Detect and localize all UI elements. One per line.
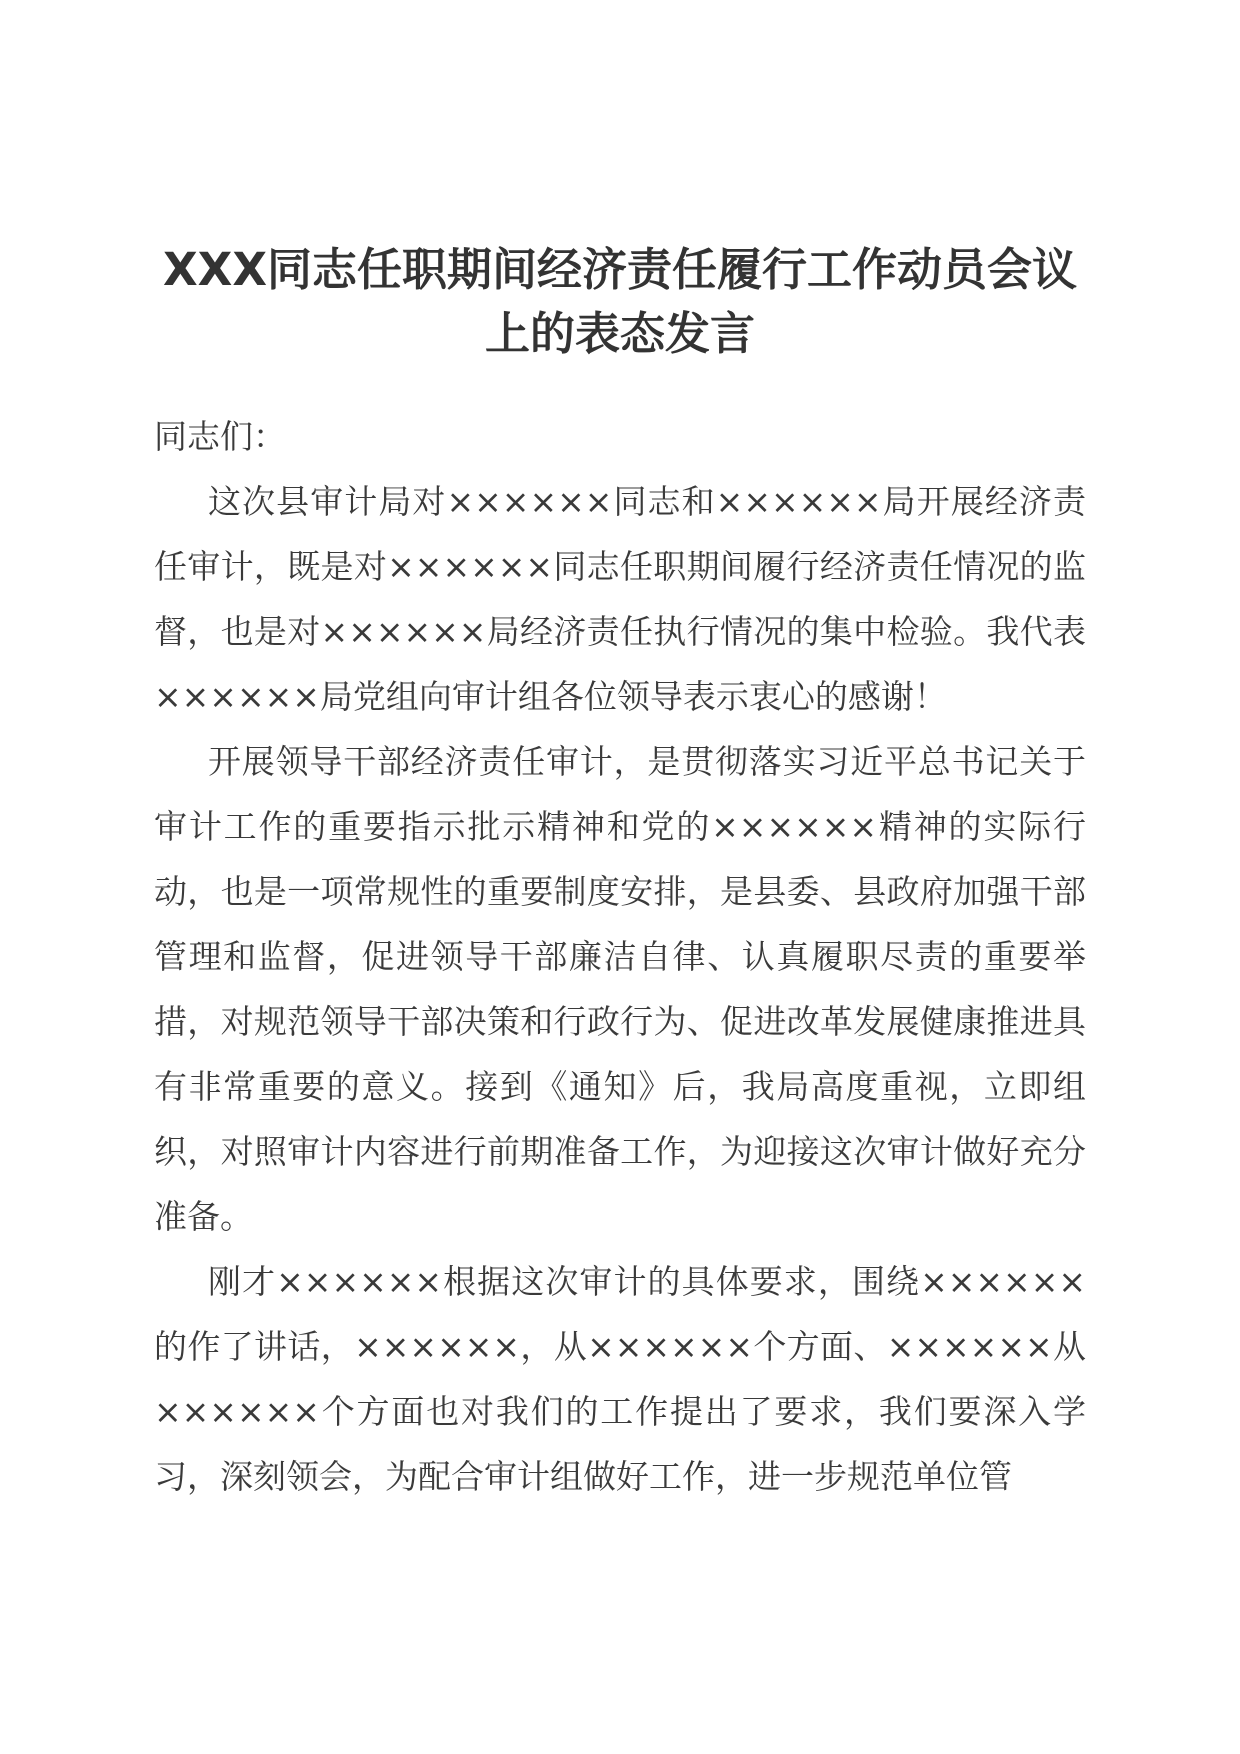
paragraph: 刚才××××××根据这次审计的具体要求，围绕××××××的作了讲话，××××××，从××××××个方面、××××××从××××××个方面也对我们的工作提出了要求，我们要深入学习，深刻领会，为配合审计组做好工作，进一步规范单位管 — [154, 1262, 1086, 1496]
paragraph: 开展领导干部经济责任审计，是贯彻落实习近平总书记关于审计工作的重要指示批示精神和党的××××××精神的实际行动，也是一项常规性的重要制度安排，是县委、县政府加强干部管理和监督，促进领导干部廉洁自律、认真履职尽责的重要举措，对规范领导干部决策和行政行为、促进改革发展健康推进具有非常重要的意义。接到《通知》后，我局高度重视，立即组织，对照审计内容进行前期准备工作，为迎接这次审计做好充分准备。 — [154, 742, 1086, 1236]
document-body — [154, 404, 1086, 1509]
document-title: XXX同志任职期间经济责任履行工作动员会议上的表态发言 — [162, 243, 1078, 360]
salutation: 同志们： — [154, 417, 286, 456]
paragraph: 这次县审计局对××××××同志和××××××局开展经济责任审计，既是对××××××同志任职期间履行经济责任情况的监督，也是对××××××局经济责任执行情况的集中检验。我代表××××××局党组向审计组各位领导表示衷心的感谢！ — [154, 482, 1086, 716]
